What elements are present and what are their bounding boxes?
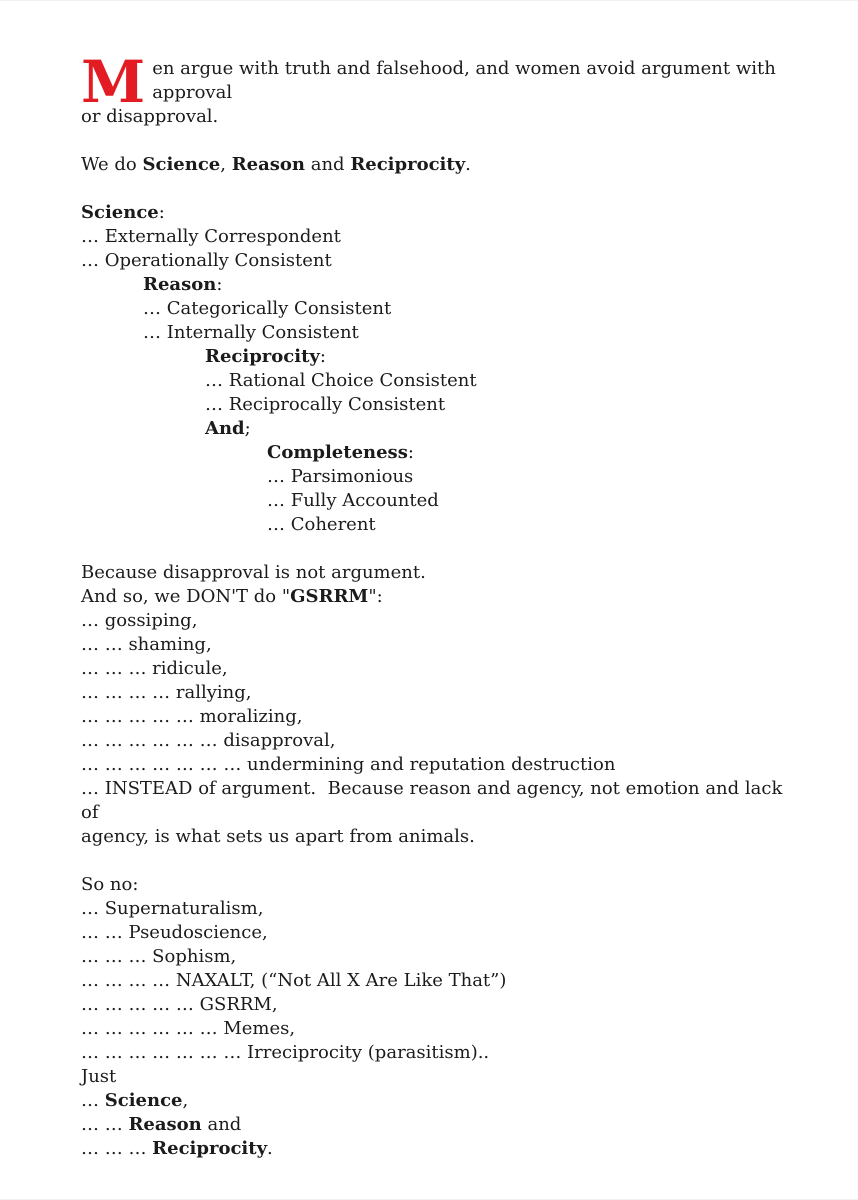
text-segment: … Categorically Consistent <box>143 298 392 319</box>
text-line <box>81 225 803 249</box>
text-line <box>81 297 803 321</box>
text-segment: … … Pseudoscience, <box>81 922 268 943</box>
text-segment: : <box>158 202 165 223</box>
intro-paragraph <box>81 48 803 129</box>
bold-text-segment: Reason <box>143 274 217 295</box>
text-line <box>81 369 803 393</box>
text-line <box>81 969 803 993</box>
text-line <box>81 657 803 681</box>
text-line <box>81 729 803 753</box>
text-segment: … … … … … … … Irreciprocity (parasitism).. <box>81 1042 490 1063</box>
text-line <box>81 945 803 969</box>
bold-text-segment: Reason <box>128 1114 202 1135</box>
text-segment: … Parsimonious <box>267 466 414 487</box>
text-line <box>81 825 803 849</box>
text-segment: … … … … rallying, <box>81 682 252 703</box>
text-segment: ": <box>368 586 383 607</box>
text-segment: We do <box>81 154 143 175</box>
bold-text-segment: And <box>205 418 245 439</box>
text-segment: … … … … … moralizing, <box>81 706 303 727</box>
text-segment: . <box>465 154 471 175</box>
text-line <box>81 1113 803 1137</box>
text-segment: … … … Sophism, <box>81 946 237 967</box>
text-segment: … … shaming, <box>81 634 212 655</box>
bold-text-segment: Science <box>81 202 159 223</box>
blank-line <box>81 129 803 153</box>
text-segment: ; <box>244 418 251 439</box>
text-segment: agency, is what sets us apart from animals. <box>81 826 475 847</box>
text-segment: … … <box>81 1114 129 1135</box>
text-segment: … … … … … … Memes, <box>81 1018 296 1039</box>
bold-text-segment: Completeness <box>267 442 408 463</box>
text-line <box>81 753 803 777</box>
text-segment: : <box>216 274 223 295</box>
text-segment: … Fully Accounted <box>267 490 439 511</box>
text-segment: and <box>305 154 351 175</box>
text-segment: … <box>81 1090 105 1111</box>
bold-text-segment: Science <box>142 154 221 175</box>
text-line <box>81 1089 803 1113</box>
text-segment: and <box>201 1114 242 1135</box>
bold-text-segment: Reason <box>231 154 306 175</box>
text-segment: . <box>267 1138 273 1159</box>
text-segment: … … … … NAXALT, (“Not All X Are Like That”) <box>81 970 507 991</box>
text-segment: : <box>407 442 414 463</box>
text-line <box>81 993 803 1017</box>
text-line <box>81 705 803 729</box>
text-line <box>81 633 803 657</box>
text-line <box>81 321 803 345</box>
text-line <box>81 513 803 537</box>
text-segment: So no: <box>81 874 139 895</box>
text-line <box>81 393 803 417</box>
text-segment: , <box>182 1090 189 1111</box>
text-segment: … Supernaturalism, <box>81 898 264 919</box>
bold-text-segment: Reciprocity <box>205 346 320 367</box>
dropcap-letter: M <box>81 48 146 116</box>
text-line <box>81 681 803 705</box>
text-line <box>81 441 803 465</box>
text-line <box>81 897 803 921</box>
text-segment: … … … … … … disapproval, <box>81 730 336 751</box>
text-segment: … INSTEAD of argument. Because reason and agency, not emotion and lack of <box>81 778 789 823</box>
bold-text-segment: Reciprocity <box>152 1138 268 1159</box>
text-segment: Just <box>81 1066 117 1087</box>
text-line <box>81 417 803 441</box>
text-line <box>81 585 803 609</box>
text-line <box>81 201 803 225</box>
text-line <box>81 153 803 177</box>
text-segment: … … … ridicule, <box>81 658 228 679</box>
text-segment: … Coherent <box>267 514 376 535</box>
bold-text-segment: GSRRM <box>290 586 369 607</box>
text-segment: … … … … … … … undermining and reputation destruction <box>81 754 616 775</box>
bold-text-segment: Science <box>104 1090 183 1111</box>
text-line <box>81 273 803 297</box>
blank-line <box>81 537 803 561</box>
text-line <box>81 873 803 897</box>
bold-text-segment: Reciprocity <box>350 154 466 175</box>
text-line <box>81 249 803 273</box>
blank-line <box>81 849 803 873</box>
text-segment: … Operationally Consistent <box>81 250 332 271</box>
text-line <box>81 1041 803 1065</box>
text-line <box>81 465 803 489</box>
text-line <box>81 489 803 513</box>
text-line <box>81 1065 803 1089</box>
text-segment: … Externally Correspondent <box>81 226 341 247</box>
text-segment: … Reciprocally Consistent <box>205 394 446 415</box>
text-segment: … Rational Choice Consistent <box>205 370 477 391</box>
text-line <box>81 921 803 945</box>
text-segment: … … … <box>81 1138 153 1159</box>
text-line <box>81 561 803 585</box>
text-segment: , <box>220 154 232 175</box>
blank-line <box>81 177 803 201</box>
intro-text-line: or disapproval. <box>81 106 219 127</box>
text-segment: … … … … … GSRRM, <box>81 994 278 1015</box>
text-segment: And so, we DON'T do " <box>81 586 291 607</box>
text-segment: … Internally Consistent <box>143 322 359 343</box>
text-line <box>81 609 803 633</box>
intro-text-line: en argue with truth and falsehood, and women avoid argument with approval <box>152 58 776 103</box>
text-line <box>81 1017 803 1041</box>
text-segment: … gossiping, <box>81 610 198 631</box>
text-line <box>81 777 803 825</box>
text-line <box>81 1137 803 1161</box>
text-segment: : <box>319 346 326 367</box>
text-segment: Because disapproval is not argument. <box>81 562 426 583</box>
document-content <box>81 48 803 1161</box>
text-line <box>81 345 803 369</box>
